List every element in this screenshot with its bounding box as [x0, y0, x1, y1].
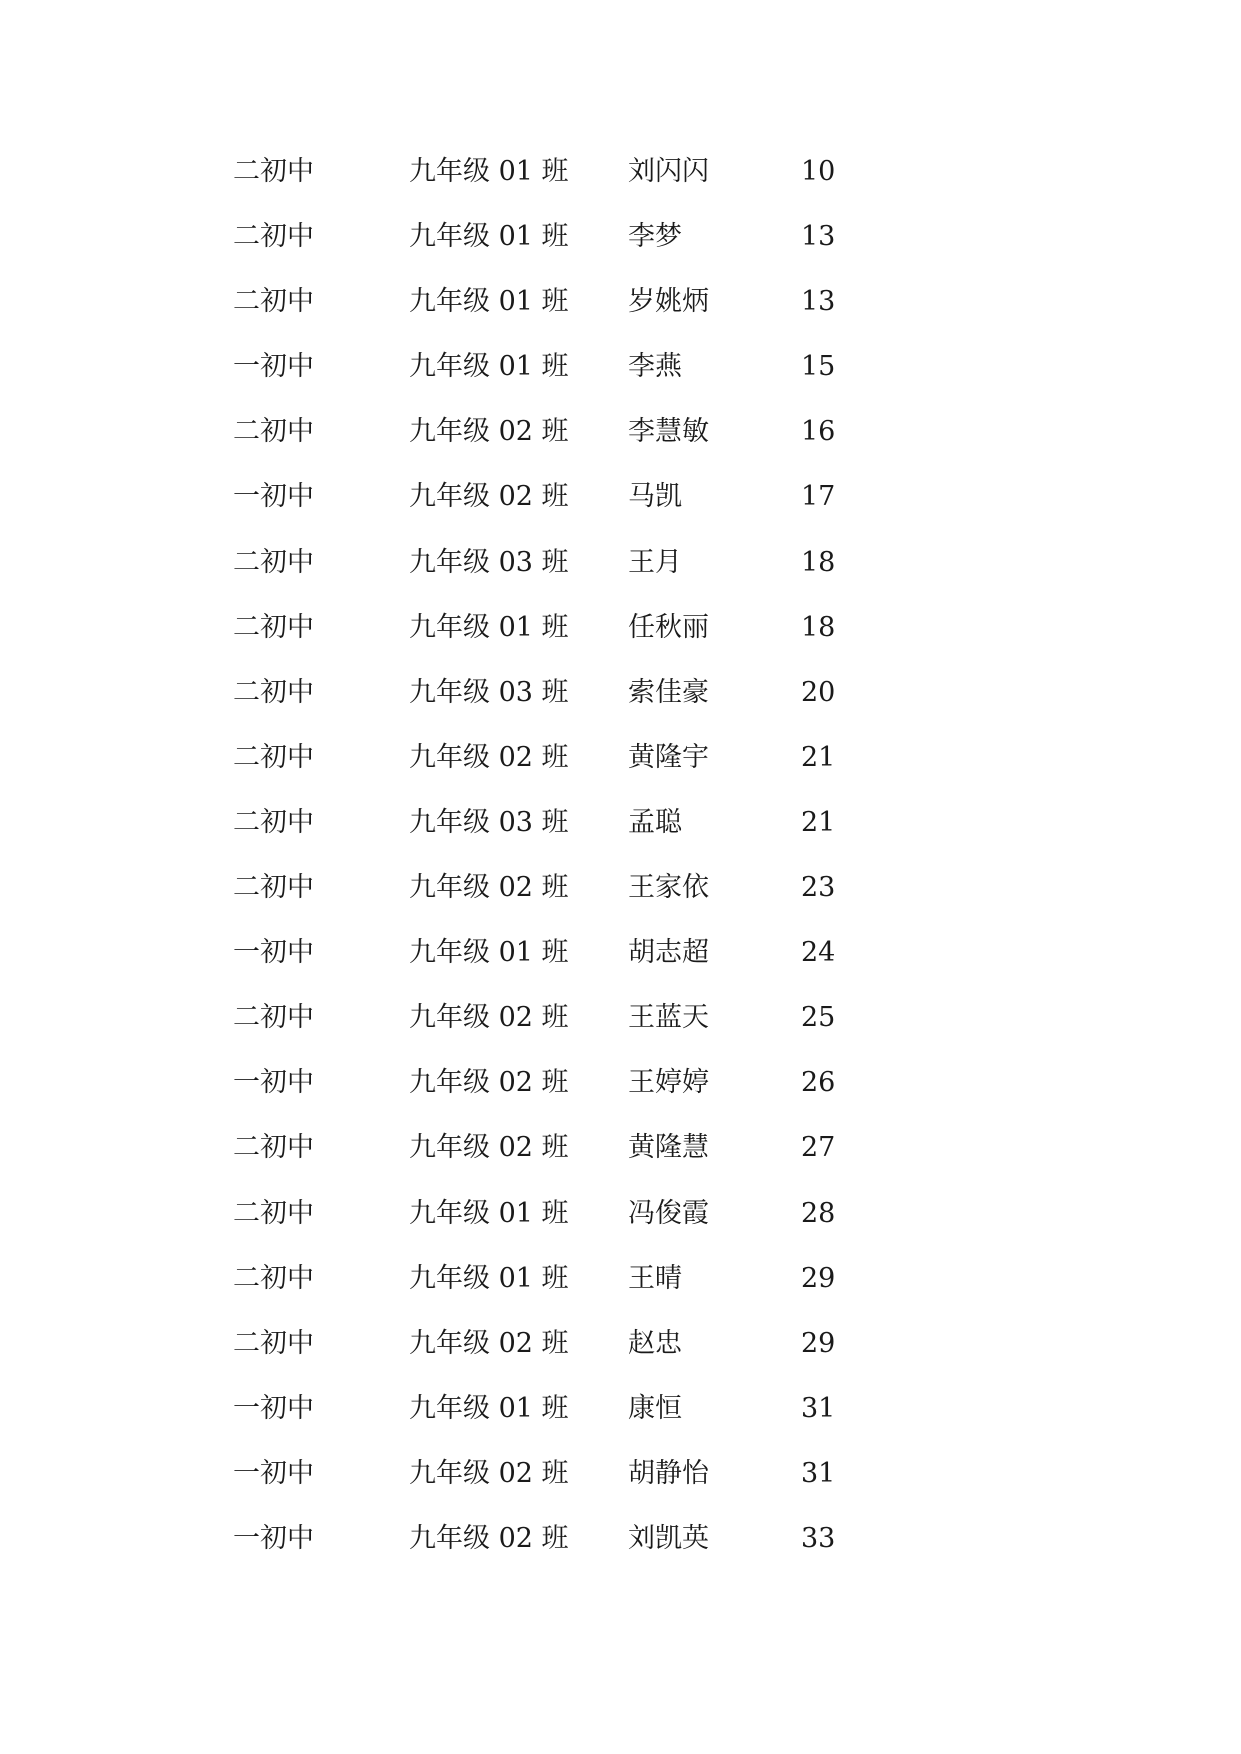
list-item: [0, 611, 1241, 676]
student-name-cell: 王蓝天: [628, 1002, 709, 1034]
list-item: [0, 285, 1241, 350]
number-cell: 10: [801, 156, 836, 187]
student-name-cell: 王月: [628, 546, 682, 578]
number-cell: 21: [801, 741, 836, 773]
list-item: [0, 1457, 1241, 1522]
class-cell: 九年级 01 班: [409, 1262, 569, 1294]
school-cell: 二初中: [233, 611, 314, 643]
class-cell: 九年级 01 班: [409, 221, 569, 253]
number-cell: 16: [801, 416, 836, 448]
class-cell: 九年级 01 班: [409, 1197, 569, 1229]
list-item: [0, 1066, 1241, 1131]
class-cell: 九年级 01 班: [409, 286, 569, 318]
student-name-cell: 马凯: [628, 481, 682, 513]
school-cell: 二初中: [233, 221, 314, 253]
number-cell: 29: [801, 1262, 836, 1294]
number-cell: 15: [801, 351, 836, 383]
student-name-cell: 胡志超: [628, 937, 709, 969]
school-cell: 二初中: [233, 806, 314, 838]
number-cell: 23: [801, 872, 836, 904]
list-item: [0, 1001, 1241, 1066]
student-name-cell: 李燕: [628, 351, 682, 383]
school-cell: 二初中: [233, 1327, 314, 1359]
class-cell: 九年级 02 班: [409, 416, 569, 448]
school-cell: 二初中: [233, 156, 314, 187]
school-cell: 二初中: [233, 1262, 314, 1294]
student-list: [0, 155, 1241, 1587]
number-cell: 27: [801, 1132, 836, 1164]
number-cell: 18: [801, 611, 836, 643]
school-cell: 二初中: [233, 286, 314, 318]
school-cell: 二初中: [233, 872, 314, 904]
student-name-cell: 李梦: [628, 221, 682, 253]
list-item: [0, 806, 1241, 871]
list-item: [0, 741, 1241, 806]
school-cell: 二初中: [233, 1132, 314, 1164]
student-name-cell: 刘闪闪: [628, 156, 709, 187]
class-cell: 九年级 02 班: [409, 1002, 569, 1034]
student-name-cell: 任秋丽: [628, 611, 709, 643]
list-item: [0, 350, 1241, 415]
school-cell: 一初中: [233, 1457, 314, 1489]
class-cell: 九年级 02 班: [409, 1327, 569, 1359]
student-name-cell: 黄隆宇: [628, 741, 709, 773]
school-cell: 一初中: [233, 351, 314, 383]
school-cell: 一初中: [233, 1522, 314, 1554]
number-cell: 13: [801, 221, 836, 253]
class-cell: 九年级 03 班: [409, 546, 569, 578]
number-cell: 18: [801, 546, 836, 578]
class-cell: 九年级 02 班: [409, 1457, 569, 1489]
class-cell: 九年级 01 班: [409, 1392, 569, 1424]
list-item: [0, 220, 1241, 285]
list-item: [0, 480, 1241, 545]
class-cell: 九年级 01 班: [409, 611, 569, 643]
student-name-cell: 王晴: [628, 1262, 682, 1294]
student-name-cell: 索佳豪: [628, 676, 709, 708]
student-name-cell: 赵忠: [628, 1327, 682, 1359]
student-name-cell: 冯俊霞: [628, 1197, 709, 1229]
school-cell: 一初中: [233, 481, 314, 513]
school-cell: 二初中: [233, 546, 314, 578]
list-item: [0, 1131, 1241, 1196]
student-name-cell: 黄隆慧: [628, 1132, 709, 1164]
number-cell: 33: [801, 1522, 836, 1554]
class-cell: 九年级 02 班: [409, 741, 569, 773]
school-cell: 二初中: [233, 1197, 314, 1229]
list-item: [0, 1392, 1241, 1457]
class-cell: 九年级 02 班: [409, 1067, 569, 1099]
student-name-cell: 王婷婷: [628, 1067, 709, 1099]
number-cell: 31: [801, 1457, 836, 1489]
number-cell: 26: [801, 1067, 836, 1099]
school-cell: 一初中: [233, 1392, 314, 1424]
list-item: [0, 871, 1241, 936]
class-cell: 九年级 02 班: [409, 481, 569, 513]
student-name-cell: 王家依: [628, 872, 709, 904]
list-item: [0, 415, 1241, 480]
student-name-cell: 孟聪: [628, 806, 682, 838]
list-item: [0, 936, 1241, 1001]
number-cell: 25: [801, 1002, 836, 1034]
list-item: [0, 1327, 1241, 1392]
list-item: [0, 1522, 1241, 1587]
list-item: [0, 1262, 1241, 1327]
number-cell: 17: [801, 481, 836, 513]
number-cell: 29: [801, 1327, 836, 1359]
class-cell: 九年级 02 班: [409, 1132, 569, 1164]
school-cell: 二初中: [233, 1002, 314, 1034]
class-cell: 九年级 03 班: [409, 676, 569, 708]
list-item: [0, 155, 1241, 220]
school-cell: 一初中: [233, 1067, 314, 1099]
school-cell: 二初中: [233, 676, 314, 708]
student-name-cell: 李慧敏: [628, 416, 709, 448]
class-cell: 九年级 01 班: [409, 156, 569, 187]
student-name-cell: 岁姚炳: [628, 286, 709, 318]
class-cell: 九年级 02 班: [409, 1522, 569, 1554]
number-cell: 13: [801, 286, 836, 318]
school-cell: 二初中: [233, 741, 314, 773]
list-item: [0, 546, 1241, 611]
list-item: [0, 1197, 1241, 1262]
number-cell: 31: [801, 1392, 836, 1424]
list-item: [0, 676, 1241, 741]
student-name-cell: 刘凯英: [628, 1522, 709, 1554]
class-cell: 九年级 03 班: [409, 806, 569, 838]
number-cell: 28: [801, 1197, 836, 1229]
class-cell: 九年级 01 班: [409, 351, 569, 383]
school-cell: 二初中: [233, 416, 314, 448]
student-name-cell: 康恒: [628, 1392, 682, 1424]
number-cell: 20: [801, 676, 836, 708]
number-cell: 21: [801, 806, 836, 838]
number-cell: 24: [801, 937, 836, 969]
class-cell: 九年级 02 班: [409, 872, 569, 904]
class-cell: 九年级 01 班: [409, 937, 569, 969]
school-cell: 一初中: [233, 937, 314, 969]
student-name-cell: 胡静怡: [628, 1457, 709, 1489]
